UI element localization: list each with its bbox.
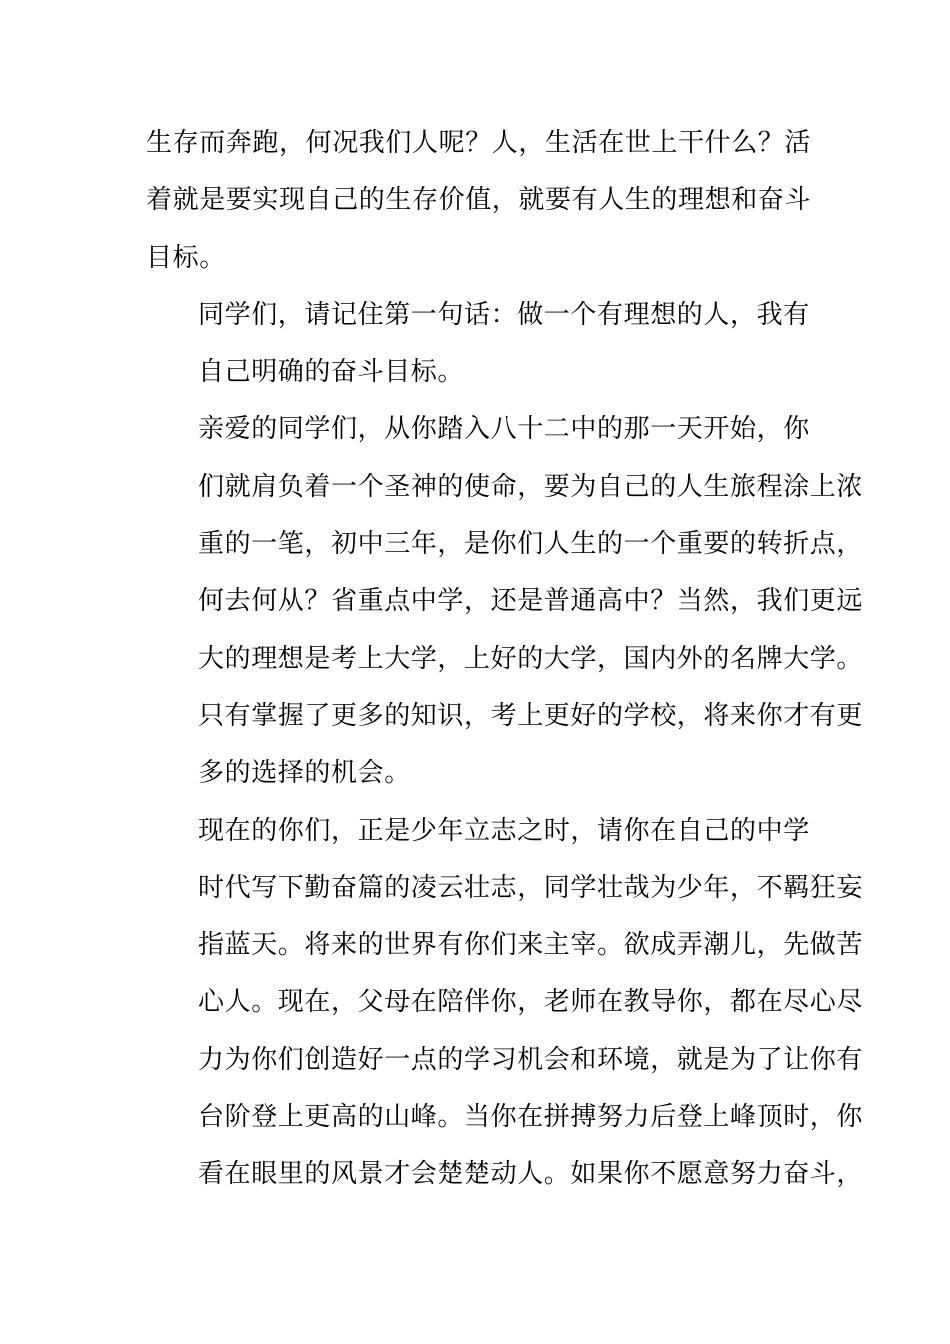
text-line: 多的选择的机会。 — [198, 758, 411, 789]
text-line: 大的理想是考上大学，上好的大学，国内外的名牌大学。 — [198, 643, 864, 674]
paragraph-2 — [146, 287, 810, 402]
document-body — [146, 115, 864, 1204]
text-line: 现在的你们，正是少年立志之时，请你在自己的中学 — [198, 815, 810, 846]
text-line: 台阶登上更高的山峰。当你在拼搏努力后登上峰顶时，你 — [198, 1102, 864, 1133]
text-line: 目标。 — [146, 242, 226, 273]
text-line: 亲爱的同学们，从你踏入八十二中的那一天开始，你 — [198, 414, 810, 445]
text-line: 力为你们创造好一点的学习机会和环境，就是为了让你有 — [198, 1044, 864, 1075]
text-line: 只有掌握了更多的知识，考上更好的学校，将来你才有更 — [198, 700, 864, 731]
paragraph-3 — [146, 401, 864, 802]
paragraph-1 — [146, 115, 812, 287]
text-line: 们就肩负着一个圣神的使命，要为自己的人生旅程涂上浓 — [198, 471, 864, 502]
text-line: 指蓝天。将来的世界有你们来主宰。欲成弄潮儿，先做苦 — [198, 930, 864, 961]
text-line: 同学们，请记住第一句话：做一个有理想的人，我有 — [198, 299, 810, 330]
text-line: 何去何从？省重点中学，还是普通高中？当然，我们更远 — [198, 586, 864, 617]
text-line: 重的一笔，初中三年，是你们人生的一个重要的转折点， — [198, 529, 864, 560]
text-line: 自己明确的奋斗目标。 — [198, 357, 465, 388]
text-line: 心人。现在，父母在陪伴你，老师在教导你，都在尽心尽 — [198, 987, 864, 1018]
paragraph-4 — [146, 803, 864, 1204]
text-line: 着就是要实现自己的生存价值，就要有人生的理想和奋斗 — [146, 185, 812, 216]
text-line: 时代写下勤奋篇的凌云壮志，同学壮哉为少年，不羁狂妄 — [198, 872, 864, 903]
text-line: 看在眼里的风景才会楚楚动人。如果你不愿意努力奋斗， — [198, 1159, 864, 1190]
text-line: 生存而奔跑，何况我们人呢？人，生活在世上干什么？活 — [146, 128, 812, 158]
